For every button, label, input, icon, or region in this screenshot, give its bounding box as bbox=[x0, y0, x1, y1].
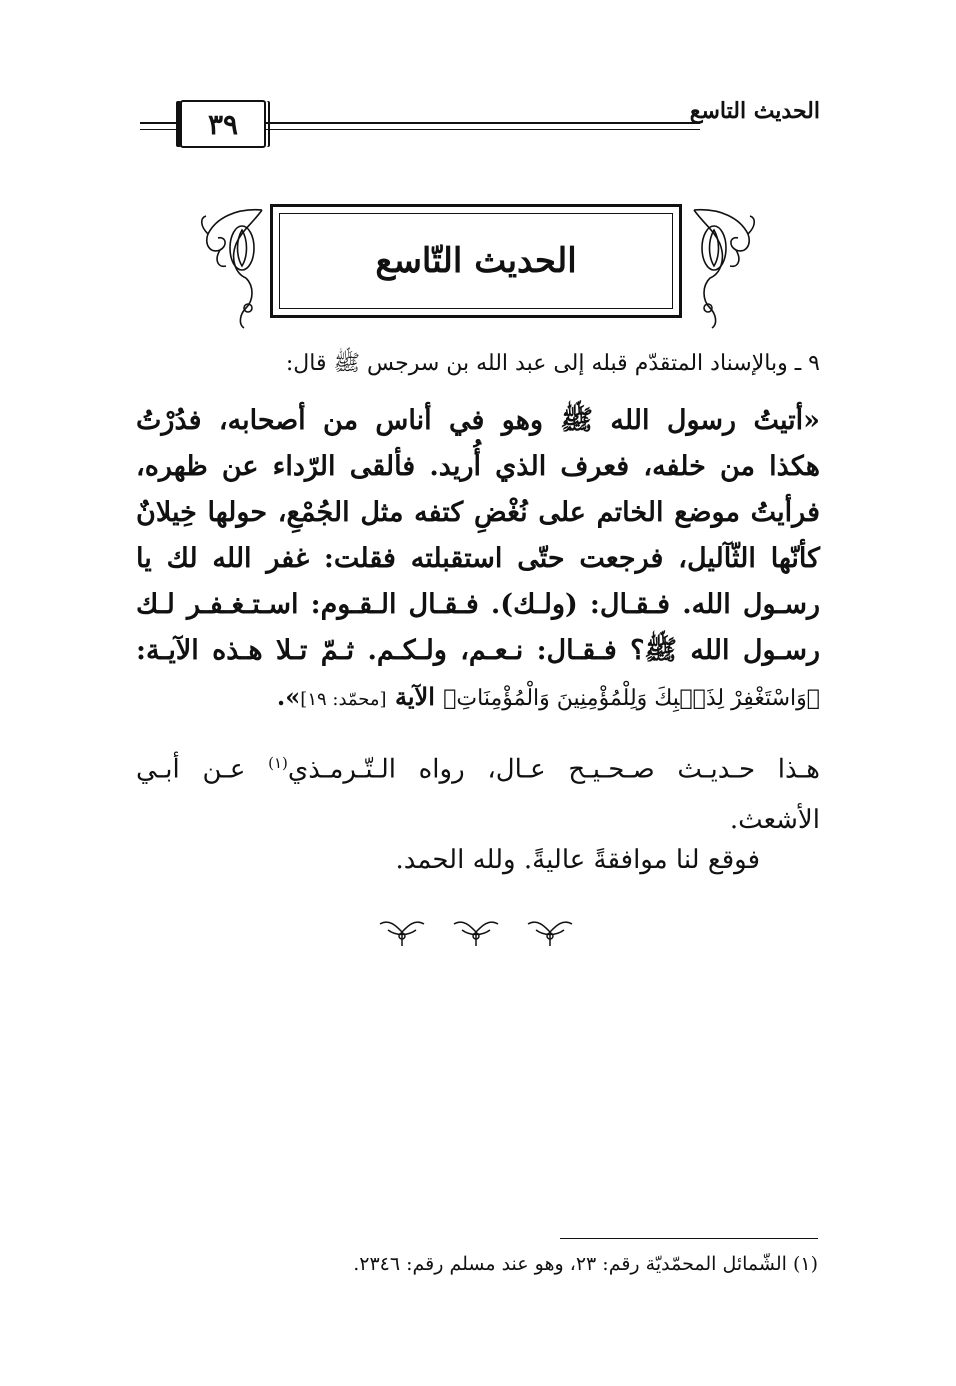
commentary-text-end: عـن أبـي bbox=[136, 754, 246, 785]
footnote-marker: (١) bbox=[268, 754, 288, 772]
quote-close: ». bbox=[276, 682, 301, 711]
verse-label: الآية bbox=[394, 682, 435, 711]
hadith-text bbox=[136, 398, 820, 723]
running-header bbox=[140, 96, 820, 146]
hadith-line: كأنّها الثّآليل، فرجعت حتّى استقبلته فقلت: غفر الله لك يا bbox=[136, 543, 820, 574]
commentary-line-2: الأشعث. bbox=[729, 804, 820, 835]
hadith-line: هكذا من خلفه، فعرف الذي أُريد. فألقى الرّداء عن ظهره، bbox=[136, 451, 820, 482]
floral-ornament-right-icon bbox=[690, 204, 760, 334]
hadith-line: فرأيتُ موضع الخاتم على نُغْضِ كتفه مثل الجُمْعِ، حولها خِيلانٌ bbox=[136, 497, 820, 528]
header-rule-left bbox=[140, 122, 176, 130]
hadith-line: «أتيتُ رسول الله ﷺ وهو في أناس من أصحابه، فدُرْتُ bbox=[136, 405, 820, 436]
header-rule bbox=[266, 122, 700, 130]
isnad-line: ٩ ـ وبالإسناد المتقدّم قبله إلى عبد الله بن سرجس ﷺ قال: bbox=[285, 351, 820, 376]
page-number-box bbox=[180, 100, 266, 148]
footnote-rule bbox=[560, 1238, 818, 1239]
quran-verse: ﴿وَاسْتَغْفِرْ لِذَنۢبِكَ وَلِلْمُؤْمِنِينَ وَالْمُؤْمِنَاتِ﴾ bbox=[443, 686, 820, 711]
decorative-divider-icon bbox=[376, 912, 576, 952]
floral-ornament-left-icon bbox=[196, 204, 266, 334]
closing-line: فوقع لنا موافقةً عاليةً. ولله الحمد. bbox=[395, 845, 760, 875]
hadith-line: رسـول الله ﷺ؟ فـقـال: نـعـم، ولـكـم. ثـمّ تـلا هـذه الآيـة: bbox=[136, 635, 820, 666]
hadith-line: رسـول الله. فـقـال: (ولـك). فـقـال الـقـوم: اسـتـغـفـر لـك bbox=[136, 589, 820, 620]
title-frame bbox=[270, 204, 682, 318]
page-number: ٣٩ bbox=[207, 107, 239, 141]
chapter-title: الحديث التّاسع bbox=[375, 241, 577, 281]
running-title: الحديث التاسع bbox=[689, 98, 820, 124]
commentary-text: هـذا حـديـث صـحـيـح عـال، رواه الـتّـرمـذي bbox=[287, 754, 821, 785]
footnote: (١) الشّمائل المحمّديّة رقم: ٢٣، وهو عند مسلم رقم: ٢٣٤٦. bbox=[353, 1253, 818, 1275]
commentary bbox=[136, 738, 820, 845]
verse-reference: [محمّد: ١٩] bbox=[300, 689, 387, 710]
verse-line bbox=[136, 674, 820, 723]
commentary-line bbox=[136, 738, 820, 795]
